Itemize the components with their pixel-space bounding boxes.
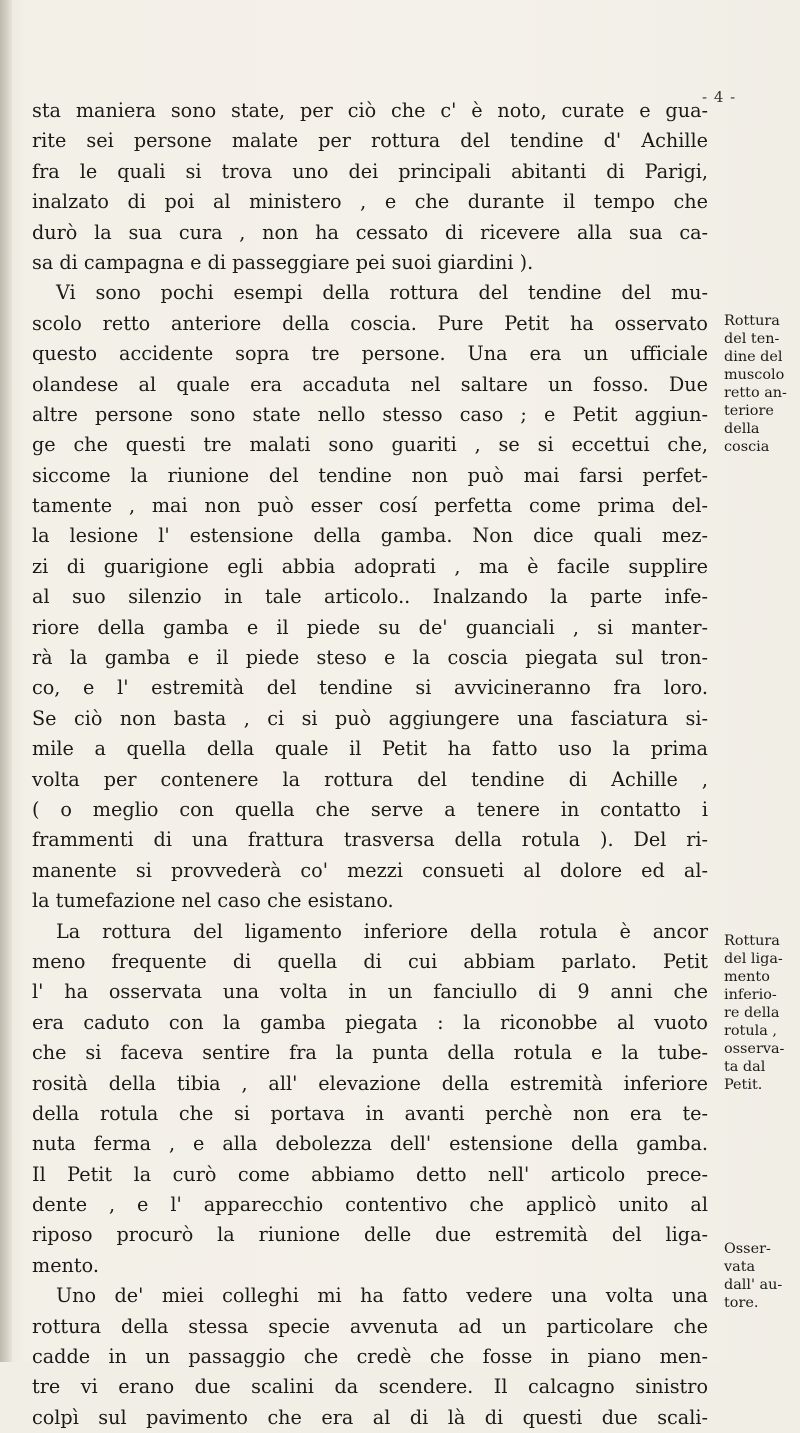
text-line: sa di campagna e di passeggiare pei suoi giardini ). [32,250,534,274]
margin-note-2 [724,932,796,1094]
text-line: frammenti di una frattura trasversa della rotula ). Del ri- [32,828,708,852]
main-text-column [32,96,708,1433]
text-line: Vi sono pochi esempi della rottura del tendine del mu- [56,281,708,305]
text-line: mento. [32,1253,99,1277]
text-line: tre vi erano due scalini da scendere. Il calcagno sinistro [32,1375,708,1399]
text-line: ( o meglio con quella che serve a tenere in contatto i [32,797,708,821]
paragraph-1 [32,96,708,278]
note-line: osserva- [724,1041,785,1057]
note-line: Rottura [724,313,780,329]
text-line: rosità della tibia , all' elevazione della estremità inferiore [32,1071,708,1095]
note-line: ta dal [724,1059,766,1075]
margin-note-3 [724,1240,796,1312]
text-line: zi di guarigione egli abbia adoprati , ma è facile supplire [32,554,708,578]
text-line: rà la gamba e il piede steso e la coscia piegata sul tron- [32,646,708,670]
note-line: Rottura [724,933,780,949]
text-line: inalzato di poi al ministero , e che durante il tempo che [32,190,708,214]
note-line: dine del [724,349,783,365]
text-line: fra le quali si trova uno dei principali abitanti di Parigi, [32,159,708,183]
text-line: dente , e l' apparecchio contentivo che applicò unito al [32,1193,708,1217]
text-line: volta per contenere la rottura del tendine di Achille , [32,767,708,791]
note-line: Petit. [724,1077,763,1093]
text-line: al suo silenzio in tale articolo.. Inalzando la parte infe- [32,585,708,609]
text-line: rite sei persone malate per rottura del tendine d' Achille [32,129,708,153]
note-line: della [724,421,760,437]
text-line: co, e l' estremità del tendine si avvicineranno fra loro. [32,676,708,700]
margin-note-1 [724,312,796,456]
text-line: nuta ferma , e alla debolezza dell' estensione della gamba. [32,1132,708,1156]
text-line: della rotula che si portava in avanti perchè non era te- [32,1101,708,1125]
paragraph-4 [32,1281,708,1433]
text-line: manente si provvederà co' mezzi consueti al dolore ed al- [32,858,708,882]
note-line: rotula , [724,1023,777,1039]
text-line: questo accidente sopra tre persone. Una era un ufficiale [32,342,708,366]
text-line: sta maniera sono state, per ciò che c' è noto, curate e gua- [32,99,708,122]
text-line: olandese al quale era accaduta nel saltare un fosso. Due [32,372,708,396]
note-line: coscia [724,439,770,455]
note-line: del liga- [724,951,783,967]
text-line: che si faceva sentire fra la punta della rotula e la tube- [32,1041,708,1065]
text-line: La rottura del ligamento inferiore della rotula è ancor [56,919,708,943]
note-line: del ten- [724,331,780,347]
page-spine-shadow [0,0,12,1362]
text-line: meno frequente di quella di cui abbiam parlato. Petit [32,949,708,973]
note-line: vata [724,1259,756,1275]
text-line: cadde in un passaggio che credè che fosse in piano men- [32,1345,708,1369]
note-line: re della [724,1005,780,1021]
note-line: muscolo [724,367,785,383]
paragraph-3 [32,917,708,1282]
text-line: durò la sua cura , non ha cessato di ricevere alla sua ca- [32,220,708,244]
text-line: tamente , mai non può esser cosí perfetta come prima del- [32,494,708,518]
paragraph-2 [32,278,708,916]
text-line: riore della gamba e il piede su de' guanciali , si manter- [32,615,708,639]
text-line: l' ha osservata una volta in un fanciullo di 9 anni che [32,980,708,1004]
note-line: inferio- [724,987,777,1003]
note-line: tore. [724,1295,759,1311]
text-line: Se ciò non basta , ci si può aggiungere una fasciatura si- [32,706,708,730]
note-line: retto an- [724,385,787,401]
text-line: Uno de' miei colleghi mi ha fatto vedere una volta una [56,1284,708,1308]
text-line: riposo procurò la riunione delle due estremità del liga- [32,1223,708,1247]
text-line: era caduto con la gamba piegata : la riconobbe al vuoto [32,1010,708,1034]
note-line: mento [724,969,770,985]
text-line: ge che questi tre malati sono guariti , se si eccettui che, [32,433,708,457]
text-line: mile a quella della quale il Petit ha fatto uso la prima [32,737,708,761]
text-line: la tumefazione nel caso che esistano. [32,889,394,913]
text-line: scolo retto anteriore della coscia. Pure Petit ha osservato [32,311,708,335]
text-line: siccome la riunione del tendine non può mai farsi perfet- [32,463,708,487]
note-line: teriore [724,403,774,419]
text-line: Il Petit la curò come abbiamo detto nell' articolo prece- [32,1162,708,1186]
text-line: rottura della stessa specie avvenuta ad un particolare che [32,1314,708,1338]
page-number: - 4 - [702,88,737,106]
note-line: Osser- [724,1241,771,1257]
text-line: colpì sul pavimento che era al di là di questi due scali- [32,1405,708,1429]
text-line: la lesione l' estensione della gamba. Non dice quali mez- [32,524,708,548]
note-line: dall' au- [724,1277,783,1293]
text-line: altre persone sono state nello stesso caso ; e Petit aggiun- [32,402,708,426]
